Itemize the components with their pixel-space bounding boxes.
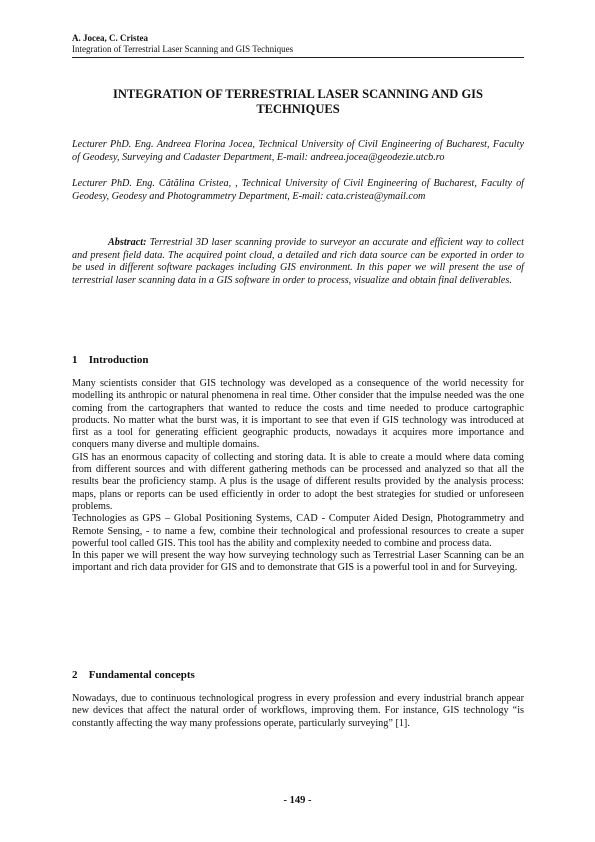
- introduction-body: [72, 378, 524, 575]
- paragraph: GIS has an enormous capacity of collecting and storing data. It is able to create a mould where data coming from different sources and with different gathering methods can be processed and analyzed so that all the results bear the proficiency stamp. A plus is the usage of different results provided by the analysis process: maps, plans or reports can be used efficiently in order to adopt the best strategies for studied or unforeseen problems.: [72, 451, 524, 512]
- fundamental-concepts-body: [72, 693, 524, 730]
- abstract-label: Abstract:: [108, 237, 147, 248]
- running-head-authors: A. Jocea, C. Cristea: [72, 33, 148, 43]
- author-affiliation-1: Lecturer PhD. Eng. Andreea Florina Jocea, Technical University of Civil Engineering of Bucharest, Faculty of Geodesy, Surveying and Cadaster Department, E-mail: andreea.jocea@geodezie.utcb.ro: [72, 139, 524, 163]
- section-number: 1: [72, 354, 78, 366]
- abstract: [72, 237, 524, 287]
- paragraph: Technologies as GPS – Global Positioning Systems, CAD - Computer Aided Design, Photogrammetry and Remote Sensing, - to name a few, combine their technological and professional resources to create a super powerful tool called GIS. This tool has the ability and complexity needed to combine and process data.: [72, 513, 524, 549]
- section-number: 2: [72, 669, 78, 681]
- section-heading-fundamental-concepts: [72, 669, 524, 682]
- paper-title: INTEGRATION OF TERRESTRIAL LASER SCANNING AND GIS TECHNIQUES: [113, 87, 483, 116]
- page-number: - 149 -: [283, 795, 312, 806]
- abstract-text: Terrestrial 3D laser scanning provide to surveyor an accurate and efficient way to collect and present field data. The acquired point cloud, a detailed and rich data source can be exported in order to be used in different software packages including GIS environment. In this paper we will present the use of terrestrial laser scanning data in a GIS software in order to process, visualize and obtain final deliverables.: [72, 237, 525, 286]
- paragraph: Many scientists consider that GIS technology was developed as a consequence of the world necessity for modelling its anthropic or natural phenomena in real time. Other consider that the impulse needed was the one coming from the cartographers that wanted to reduce the costs and time needed to produce cartographic products. No matter what the burst was, it is important to see that even if GIS technology was introduced at first as a tool for generating efficient geographic products, nowadays it acquires more importance and conquers many diverse and multiple domains.: [72, 378, 524, 451]
- section-heading-introduction: [72, 354, 524, 367]
- header-rule: [72, 57, 524, 58]
- author-affiliation-2: Lecturer PhD. Eng. Cătălina Cristea, , Technical University of Civil Engineering of Bucharest, Faculty of Geodesy, Geodesy and Photogrammetry Department, E-mail: cata.cristea@ymail.com: [72, 178, 524, 202]
- section-title: Introduction: [88, 354, 149, 366]
- paragraph: Nowadays, due to continuous technological progress in every profession and every industrial branch appear new devices that affect the natural order of workflows, improving them. For instance, GIS technology “is constantly affecting the way many professions operate, particularly surveying” [1].: [72, 693, 524, 729]
- section-title: Fundamental concepts: [88, 669, 195, 681]
- running-head: [72, 33, 524, 55]
- running-head-title: Integration of Terrestrial Laser Scanning and GIS Techniques: [72, 44, 294, 54]
- paragraph: In this paper we will present the way how surveying technology such as Terrestrial Laser Scanning can be an important and rich data provider for GIS and to demonstrate that GIS is a powerful tool in and for Surveying.: [72, 550, 524, 574]
